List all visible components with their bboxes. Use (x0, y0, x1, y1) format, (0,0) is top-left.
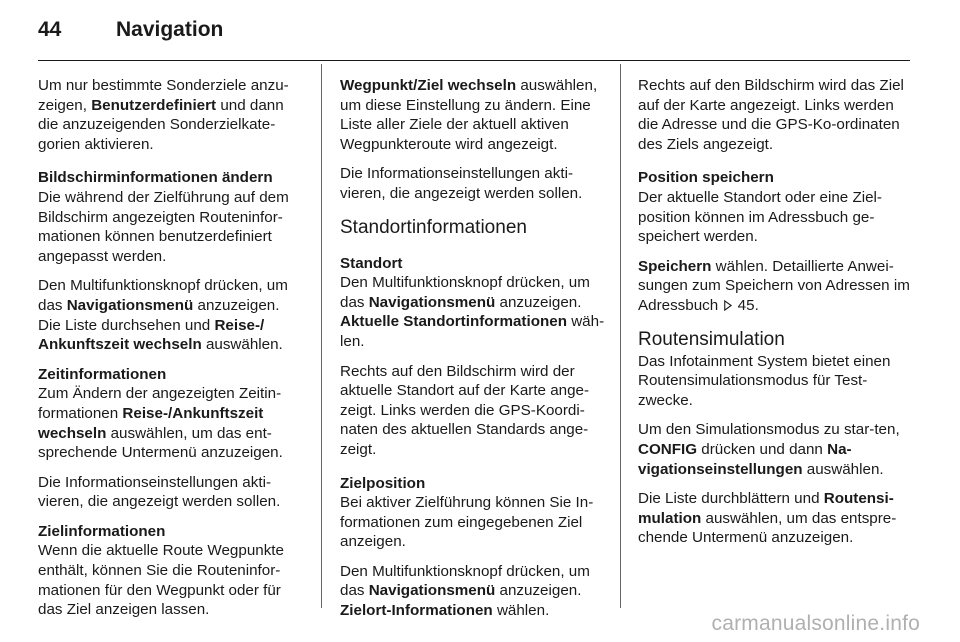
text: wäh-len. (340, 313, 605, 350)
text: wählen. Detaillierte Anwei-sungen zum Speichern von Adressen im Adressbuch (638, 257, 910, 314)
paragraph (340, 273, 608, 351)
menu-option: Reise-/ Ankunftszeit wechseln (38, 316, 265, 354)
menu-option: Routensi-mulation (638, 490, 894, 527)
text: Zum Ändern der angezeigten Zeitin-formationen (38, 385, 282, 422)
text: wählen. (492, 602, 550, 620)
column-3 (638, 76, 910, 558)
text: auswählen, um das entspre-chende Untermenü anzuzeigen. (638, 509, 897, 547)
paragraph: Die während der Zielführung auf dem Bildschirm angezeigten Routeninfor-mationen können benutzerdefiniert angepasst werden. (38, 188, 289, 265)
text: Die Liste durchblättern und (638, 490, 824, 508)
text: auswählen, um diese Einstellung zu ändern. Eine Liste aller Ziele der aktuell aktiven Wegpunkteroute wird angezeigt. (340, 77, 598, 153)
subheading: Zeitinformationen (38, 365, 167, 383)
text: . (754, 296, 759, 314)
page-reference: 45 (737, 296, 755, 314)
text: anzuzeigen. Die Liste durchsehen und (38, 296, 280, 334)
header-rule (38, 60, 910, 61)
menu-option: Navigationsmenü (368, 293, 496, 311)
subheading: Bildschirminformationen ändern (38, 169, 273, 187)
section-heading: Routensimulation (638, 328, 785, 350)
text: Um nur bestimmte Sonderziele anzu-zeigen, (38, 77, 289, 114)
paragraph: Wenn die aktuelle Route Wegpunkte enthält, können Sie die Routeninfor-mationen für den Wegpunkt oder für das Ziel anzeigen lassen. (38, 542, 284, 619)
column-1 (38, 76, 306, 630)
watermark: carmanualsonline.info (711, 612, 920, 635)
arrow-outline-icon (722, 300, 733, 311)
paragraph: Der aktuelle Standort oder eine Ziel-position können im Adressbuch ge-speichert werden. (638, 188, 882, 246)
paragraph (340, 76, 608, 154)
column-2 (340, 76, 608, 631)
page-title: Navigation (116, 18, 224, 41)
text: auswählen, um das ent-sprechende Untermenü anzuzeigen. (38, 424, 283, 462)
subheading: Zielposition (340, 474, 426, 492)
text: Den Multifunktionsknopf drücken, um das (340, 562, 590, 600)
button-label: CONFIG (638, 440, 698, 458)
menu-option: Na-vigationseinstellungen (638, 440, 852, 478)
text: auswählen. (802, 460, 884, 478)
menu-option: Wegpunkt/Ziel wechseln (340, 77, 517, 94)
column-divider (620, 64, 621, 608)
text: anzuzeigen. (495, 293, 582, 311)
menu-option: Reise-/Ankunftszeit wechseln (38, 404, 264, 442)
text: Den Multifunktionsknopf drücken, um das (340, 274, 590, 311)
subheading: Standort (340, 254, 403, 272)
text: und dann die anzuzeigenden Sonderzielkate-gorien aktivieren. (38, 96, 284, 153)
menu-option: Navigationsmenü (66, 296, 194, 314)
paragraph (638, 420, 910, 479)
paragraph (38, 384, 306, 462)
paragraph (38, 76, 306, 154)
menu-option: Speichern (638, 257, 712, 275)
page-number: 44 (38, 18, 62, 41)
paragraph: Rechts auf den Bildschirm wird das Ziel auf der Karte angezeigt. Links werden die Adresse und die GPS-Ko-ordinaten des Ziels angezeigt. (638, 77, 904, 153)
paragraph: Die Informationseinstellungen akti-vieren, die angezeigt werden sollen. (38, 473, 281, 511)
paragraph (638, 257, 910, 316)
menu-option: Navigationsmenü (368, 582, 496, 600)
paragraph: Das Infotainment System bietet einen Routensimulationsmodus für Test-zwecke. (638, 352, 891, 409)
paragraph (340, 562, 608, 621)
text: auswählen. (201, 336, 283, 354)
paragraph (638, 489, 910, 548)
menu-option: Aktuelle Standortinformationen (340, 313, 567, 331)
subheading: Position speichern (638, 169, 774, 187)
paragraph: Bei aktiver Zielführung können Sie In-formationen zum eingegebenen Ziel anzeigen. (340, 494, 594, 551)
menu-option: Zielort-Informationen (340, 602, 493, 620)
text: drücken und dann (697, 440, 828, 458)
section-heading: Standortinformationen (340, 216, 527, 238)
paragraph: Rechts auf den Bildschirm wird der aktuelle Standort auf der Karte ange-zeigt. Links werden die GPS-Koordi-naten des aktuellen Standards ange-zeigt. (340, 362, 590, 458)
text: Um den Simulationsmodus zu star-ten, (638, 421, 900, 439)
menu-option: Benutzerdefiniert (91, 96, 217, 114)
text: Den Multifunktionsknopf drücken, um das (38, 277, 288, 314)
text: anzuzeigen. (495, 582, 582, 600)
subheading: Zielinformationen (38, 522, 166, 540)
column-divider (321, 64, 322, 608)
page-header (38, 18, 223, 48)
paragraph: Die Informationseinstellungen akti-vieren, die angezeigt werden sollen. (340, 165, 583, 202)
paragraph (38, 276, 306, 354)
